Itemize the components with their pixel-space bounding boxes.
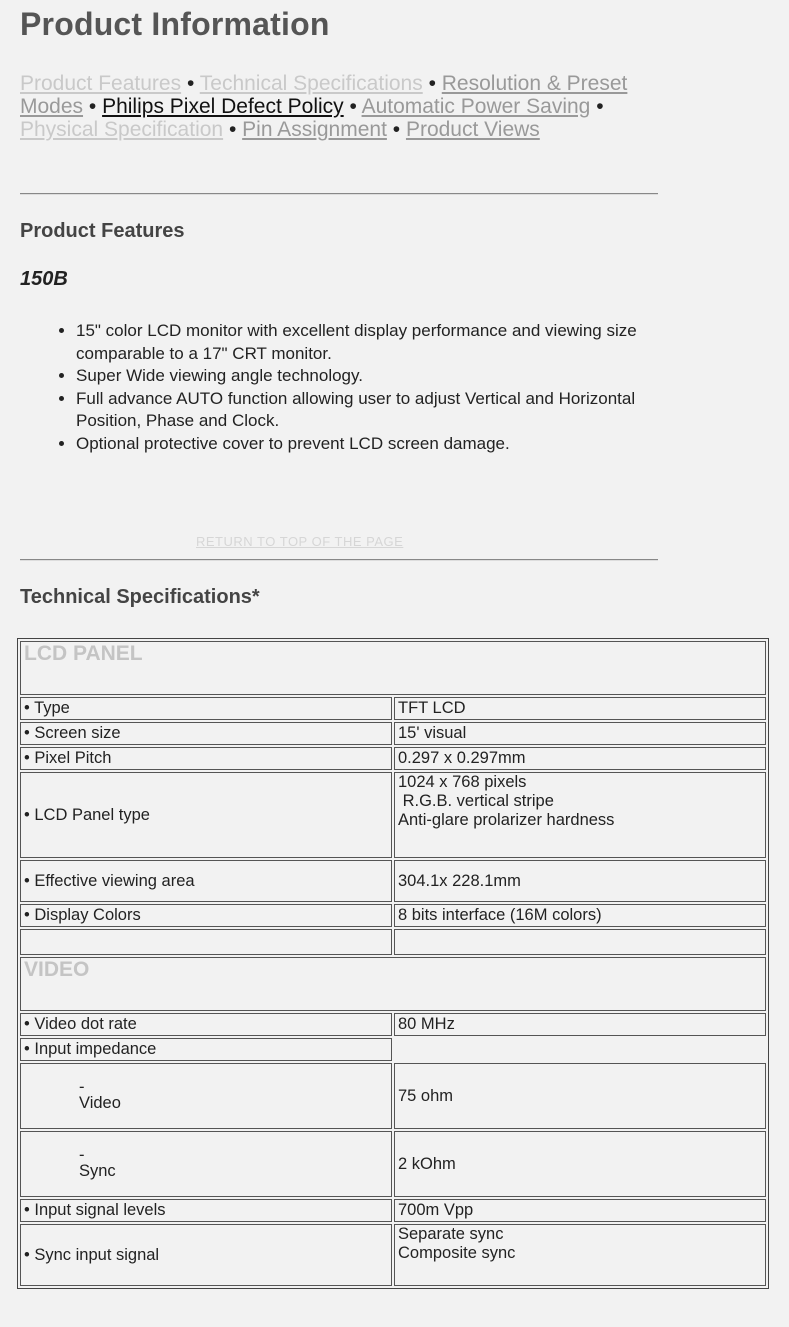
sub-label-text: Video [79,1093,121,1112]
spec-value: 8 bits interface (16M colors) [394,904,766,927]
feature-list [52,320,656,455]
nav-link-product-features[interactable]: Product Features [20,72,182,95]
table-row [20,1063,766,1129]
table-row [20,1131,766,1197]
table-row [20,929,766,955]
nav-link-technical-specifications[interactable]: Technical Specifications [199,72,423,95]
nav-separator: • [228,118,237,141]
spec-sublabel [20,1131,392,1197]
nav-link-product-views[interactable]: Product Views [405,118,540,141]
table-row [20,1224,766,1286]
nav-link-resolution-preset-modes[interactable]: Resolution & Preset Modes [20,72,628,118]
nav-link-pin-assignment[interactable]: Pin Assignment [242,118,387,141]
table-row [20,904,766,927]
table-row [20,1199,766,1222]
spec-value: 80 MHz [394,1013,766,1036]
spec-value [394,1038,766,1061]
spec-value: 0.297 x 0.297mm [394,747,766,770]
spec-label: • Type [20,697,392,720]
model-name: 150B [20,268,68,290]
section-title-video: VIDEO [20,957,766,1011]
spec-value: 700m Vpp [394,1199,766,1222]
divider [20,193,658,195]
return-to-top-link[interactable]: RETURN TO TOP OF THE PAGE [196,534,404,549]
spec-label: • Input signal levels [20,1199,392,1222]
nav-separator: • [349,95,357,118]
table-row [20,772,766,858]
table-row [20,641,766,695]
spec-value-line: Composite sync [398,1244,516,1262]
spec-value: 15' visual [394,722,766,745]
spec-value: 304.1x 228.1mm [394,860,766,902]
table-row [20,722,766,745]
sub-label-text: Sync [79,1161,116,1180]
table-row [20,957,766,1011]
nav-link-physical-specification[interactable]: Physical Specification [20,118,224,141]
nav-separator: • [596,95,604,118]
table-row [20,1038,766,1061]
spec-label: • Display Colors [20,904,392,927]
spacer-cell [20,929,392,955]
nav-separator: • [186,72,195,95]
spec-value-line: 1024 x 768 pixels [398,773,527,791]
spec-label: • LCD Panel type [20,772,392,858]
spec-label: • Sync input signal [20,1224,392,1286]
list-item: • Optional protective cover to prevent LCD screen damage. [76,433,656,456]
technical-specifications-heading: Technical Specifications* [20,586,260,608]
list-item: • Full advance AUTO function allowing user to adjust Vertical and Horizontal Position, Phase and Clock. [76,388,656,433]
spec-label: • Video dot rate [20,1013,392,1036]
product-features-heading: Product Features [20,220,185,242]
nav-link-pixel-defect-policy[interactable]: Philips Pixel Defect Policy [102,95,344,118]
section-title-lcd-panel: LCD PANEL [20,641,766,695]
nav-separator: • [428,72,436,95]
list-item: • Super Wide viewing angle technology. [76,365,656,388]
table-row [20,747,766,770]
spec-value: TFT LCD [394,697,766,720]
table-row [20,1013,766,1036]
nav-separator: • [88,95,97,118]
section-nav [20,72,660,141]
spacer-cell [394,929,766,955]
spec-value [394,772,766,858]
spec-value-line: Anti-glare prolarizer hardness [398,811,615,829]
spec-value [394,1224,766,1286]
spec-table [17,638,769,1289]
spec-sublabel [20,1063,392,1129]
list-item: • 15" color LCD monitor with excellent display performance and viewing size comparable to a 17" CRT monitor. [76,320,656,365]
table-row [20,697,766,720]
nav-separator: • [392,118,401,141]
spec-value-line: Separate sync [398,1225,504,1243]
sub-dash: - [79,1077,85,1096]
spec-label: • Effective viewing area [20,860,392,902]
spec-value: 2 kOhm [394,1131,766,1197]
nav-link-automatic-power-saving[interactable]: Automatic Power Saving [361,95,591,118]
table-row [20,860,766,902]
spec-value-line: R.G.B. vertical stripe [398,792,554,810]
sub-dash: - [79,1145,85,1164]
page-title: Product Information [20,6,330,42]
divider [20,559,658,561]
spec-label: • Pixel Pitch [20,747,392,770]
spec-label: • Screen size [20,722,392,745]
spec-value: 75 ohm [394,1063,766,1129]
spec-label: • Input impedance [20,1038,392,1061]
